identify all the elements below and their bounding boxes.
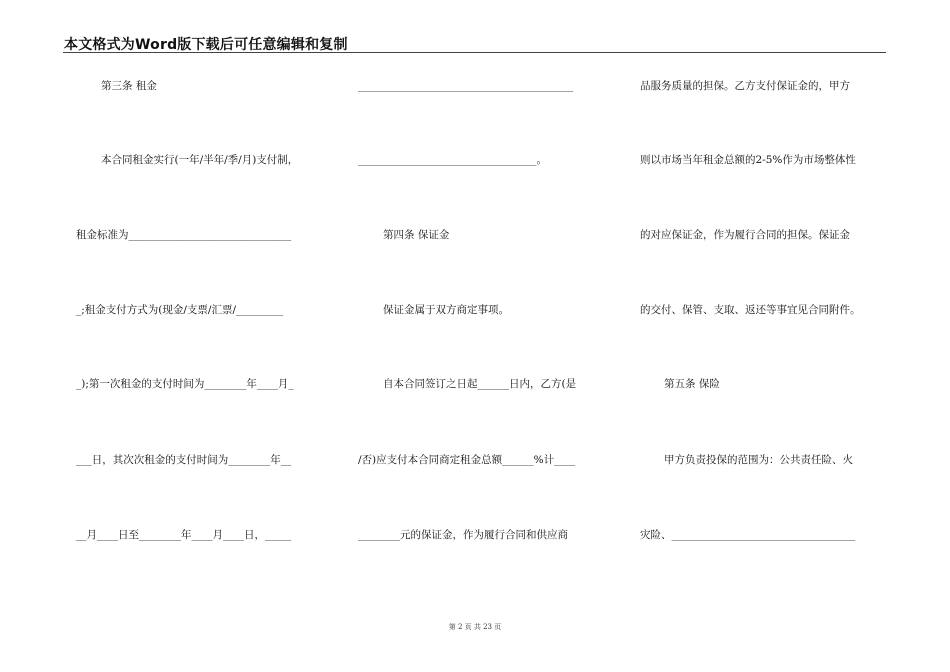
text-line: _________________________________________ — [358, 80, 574, 92]
text-line: /否)应支付本合同商定租金总额______%计____ — [358, 454, 576, 466]
text-line: 本合同租金实行(一年/半年/季/月)支付制， — [101, 154, 299, 166]
page-number-footer: 第 2 页 共 23 页 — [448, 623, 502, 631]
text-line: 租金标准为_______________________________ — [76, 229, 292, 241]
text-line: ________元的保证金，作为履行合同和供应商 — [358, 529, 568, 541]
text-line: 第三条 租金 — [101, 80, 157, 92]
text-line: 的交付、保管、支取、返还等事宜见合同附件。 — [640, 304, 861, 316]
text-line: 的对应保证金，作为履行合同的担保。保证金 — [640, 229, 850, 241]
text-line: 自本合同签订之日起______日内，乙方(是 — [383, 378, 577, 390]
text-line: ___日，其次次租金的支付时间为________年__ — [76, 454, 292, 466]
text-line: __月____日至________年____月____日，_____ — [76, 529, 292, 541]
text-line: 第五条 保险 — [664, 378, 720, 390]
text-line: 灾险、___________________________________ — [640, 529, 856, 541]
text-line: 则以市场当年租金总额的2-5%作为市场整体性 — [640, 154, 856, 166]
text-line: _);第一次租金的支付时间为________年____月_ — [76, 378, 294, 390]
text-line: _;租金支付方式为(现金/支票/汇票/_________ — [76, 304, 284, 316]
header-divider — [63, 52, 886, 53]
text-line: 第四条 保证金 — [383, 229, 450, 241]
text-line: 品服务质量的担保。乙方支付保证金的，甲方 — [640, 80, 850, 92]
text-line: 甲方负责投保的范围为：公共责任险、火 — [664, 454, 853, 466]
text-line: 保证金属于双方商定事项。 — [383, 304, 509, 316]
page-header-title: 本文格式为Word版下载后可任意编辑和复制 — [64, 37, 348, 53]
text-line: __________________________________。 — [358, 154, 547, 166]
